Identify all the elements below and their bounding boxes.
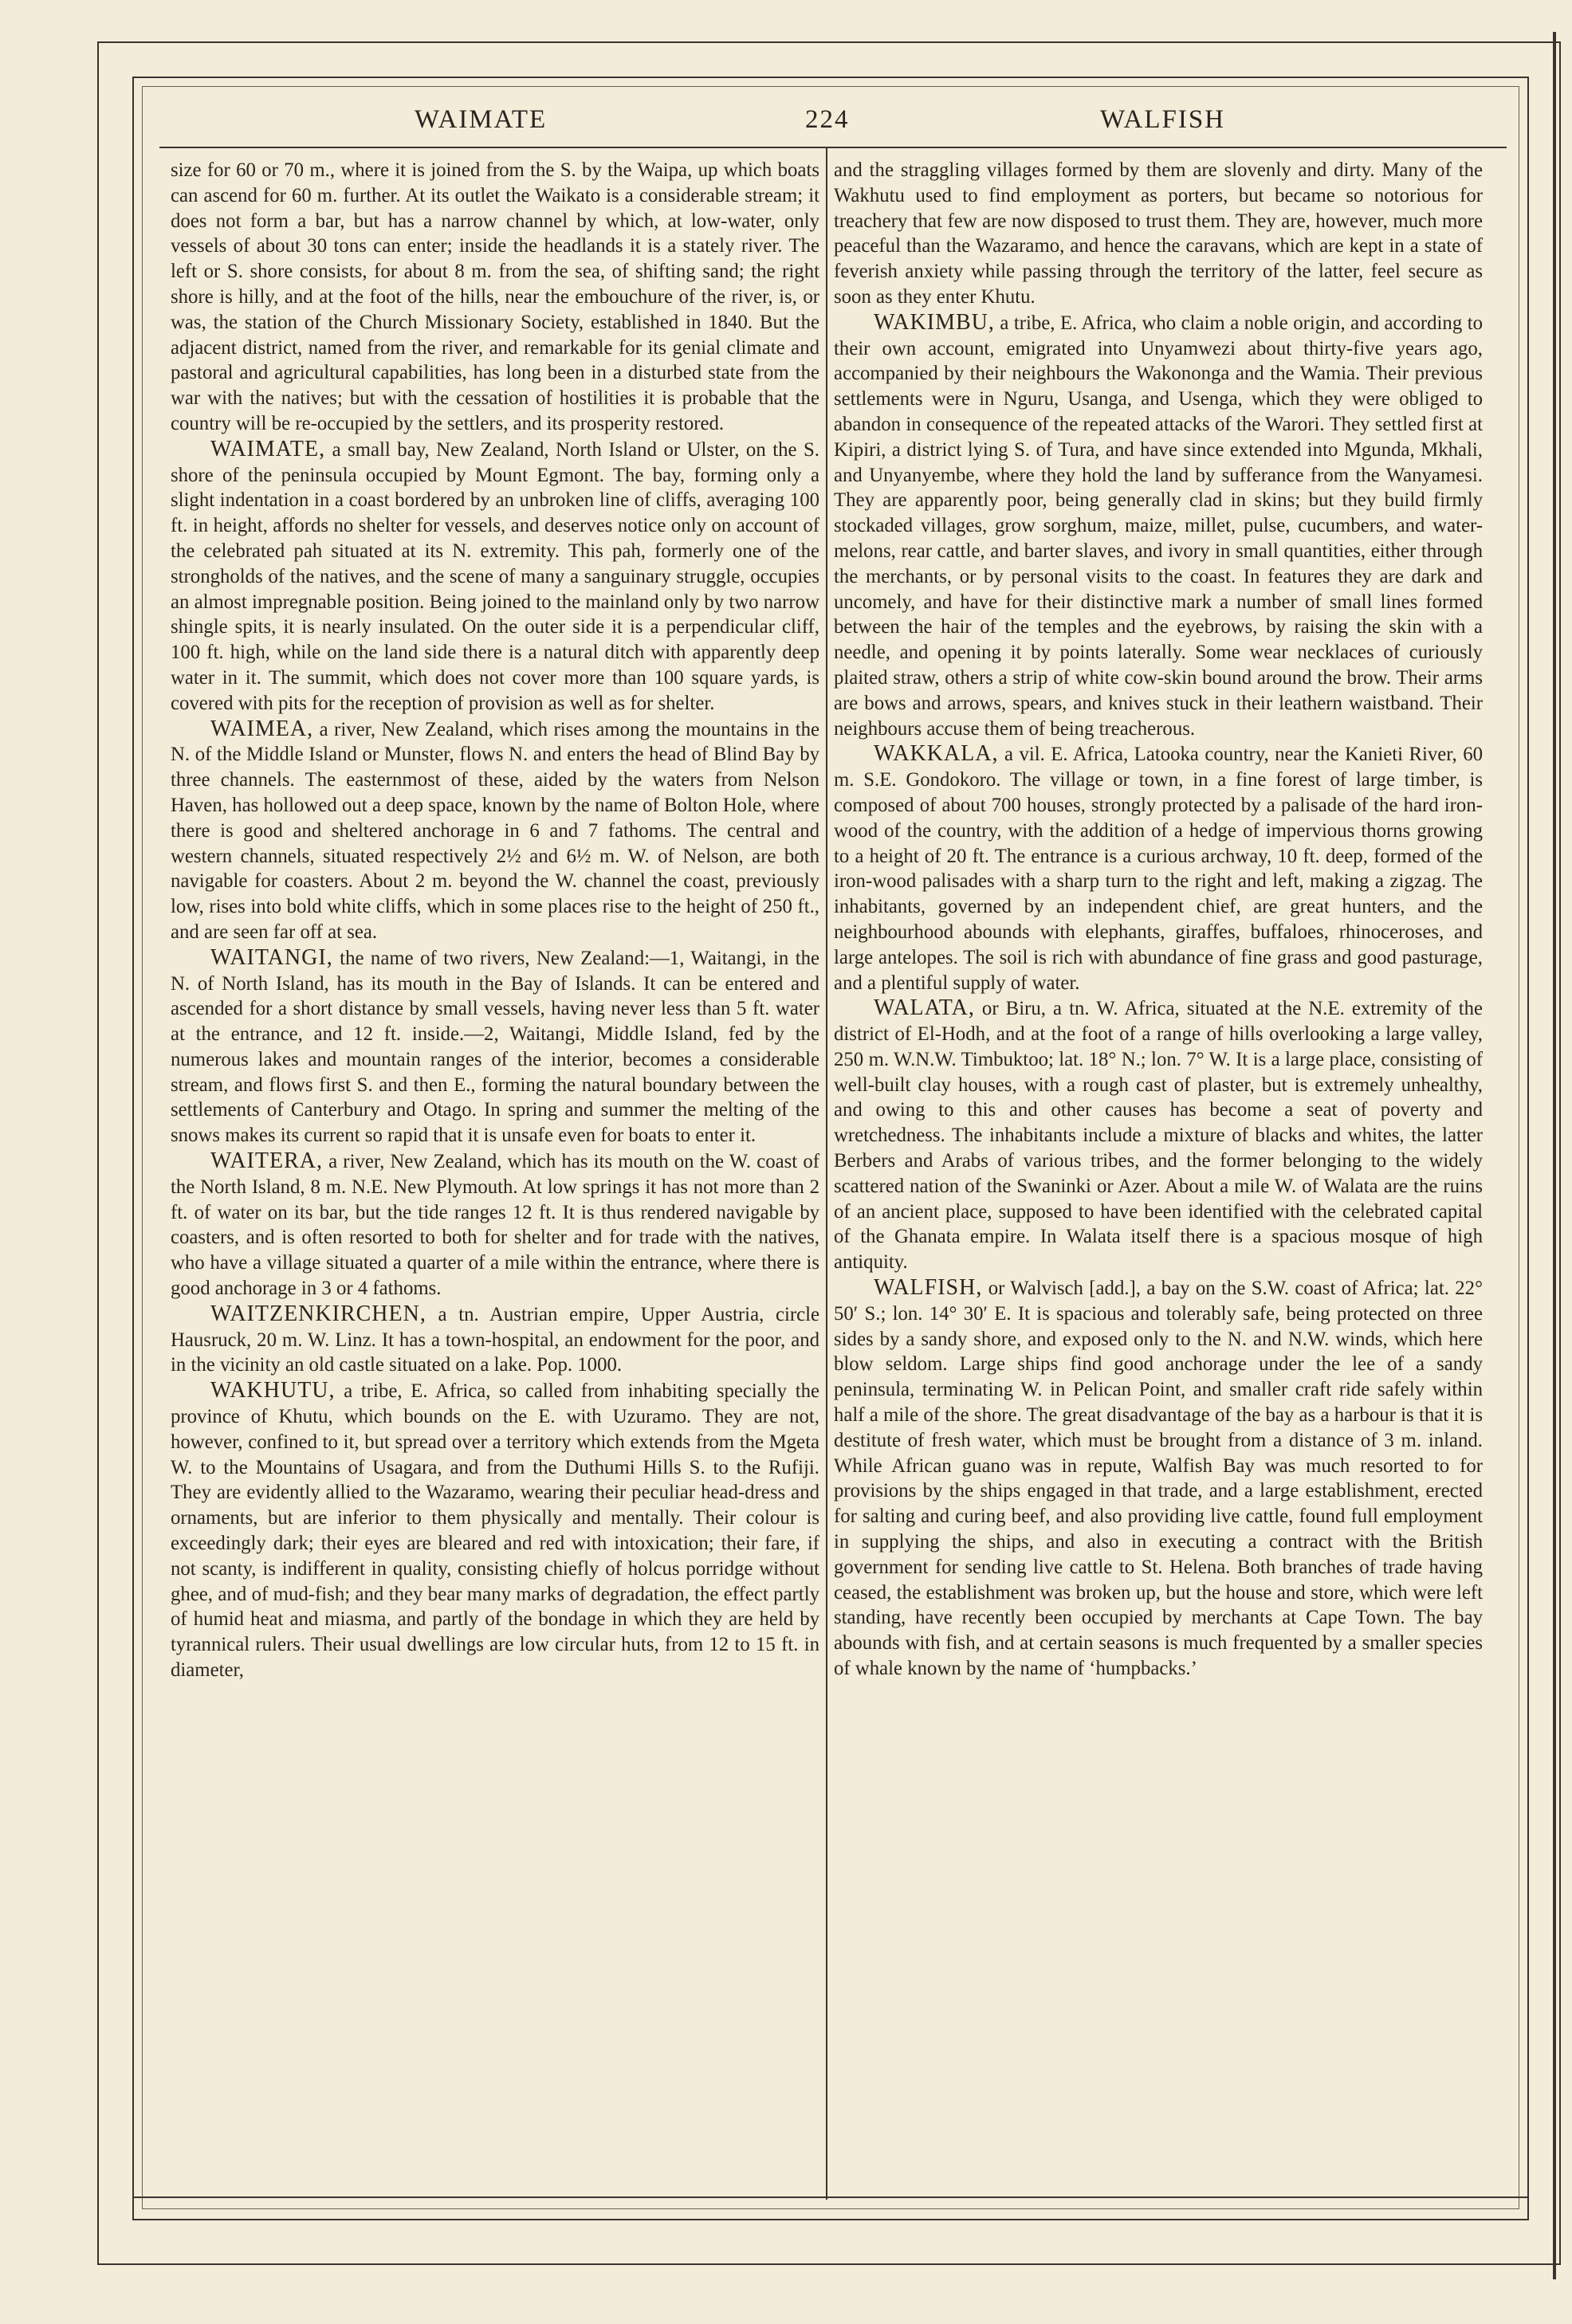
entry-text: a tn. Austrian empire, Upper Austria, circle Hausruck, 20 m. W. Linz. It has a town-hospital, an endowment for the poor, and in the vicinity an old castle situated on a lake. Pop. 1000. (171, 1303, 819, 1376)
entry-headword: WAKKALA, (874, 741, 999, 767)
entry-waitera (171, 1148, 819, 1301)
footer-rule (132, 2196, 1529, 2198)
entry-headword: WALATA, (874, 995, 975, 1021)
entry-headword: WALFISH, (874, 1275, 983, 1301)
entry-text: a tribe, E. Africa, so called from inhabiting specially the province of Khutu, which bounds on the E. with Uzuramo. They are not, however, confined to it, but spread over a territory which extends from the Mgeta W. to the Mountains of Usagara, and from the Duthumi Hills S. to the Rufiji. They are evidently allied to the Wazaramo, wearing their peculiar head-dress and ornaments, but are inferior to them physically and mentally. Their colour is exceedingly dark; their eyes are bleared and red with intoxication; their fare, if not scanty, is indifferent in quality, consisting chiefly of holcus porridge without ghee, and of mud-fish; and they bear many marks of degradation, the effect partly of humid heat and miasma, and partly of the bondage in which they are held by tyrannical rulers. Their usual dwellings are low circular huts, from 12 to 15 ft. in diameter, (171, 1380, 819, 1682)
entry-waitangi (171, 945, 819, 1148)
page-number: 224 (805, 105, 850, 134)
entry-headword: WAITANGI, (210, 944, 333, 970)
entry-wakimbu (834, 310, 1483, 742)
header-left-title: WAIMATE (415, 105, 548, 134)
left-entry-0 (171, 158, 819, 437)
left-column (171, 158, 819, 1683)
running-header (159, 105, 1507, 145)
entry-headword: WAIMATE, (210, 436, 326, 461)
entry-waimea (171, 716, 819, 945)
entry-wakhutu (171, 1378, 819, 1683)
entry-wakkala (834, 741, 1483, 995)
entry-text: or Biru, a tn. W. Africa, situated at the N.E. extremity of the district of El-Hodh, and at the foot of a range of hills overlooking a large valley, 250 m. W.N.W. Timbuktoo; lat. 18° N.; lon. 7° W. It is a large place, consisting of well-built clay houses, with a rough cast of plaster, but is extremely unhealthy, and owing to this and other causes has become a seat of poverty and wretchedness. The inhabitants include a mixture of blacks and whites, the latter Berbers and Arabs of various tribes, and the former belonging to the widely scattered nation of the Swaninki or Azer. About a mile W. of Walata are the ruins of an ancient place, supposed to have been identified with the celebrated capital of the Ghanata empire. In Walata itself there is a spacious mosque of high antiquity. (834, 998, 1483, 1274)
entry-walata (834, 995, 1483, 1275)
column-divider (826, 148, 827, 2200)
entry-text: and the straggling villages formed by them are slovenly and dirty. Many of the Wakhutu used to find employment as porters, but became so notorious for treachery that few are now disposed to trust them. They are, however, much more peaceful than the Wazaramo, and hence the caravans, which are kept in a state of feverish anxiety while passing through the territory of the latter, feel secure as soon as they enter Khutu. (834, 159, 1483, 308)
entry-walfish (834, 1275, 1483, 1682)
entry-text: a vil. E. Africa, Latooka country, near the Kanieti River, 60 m. S.E. Gondokoro. The village or town, in a fine forest of large timber, is composed of about 700 houses, strongly protected by a palisade of the hard iron-wood of the country, with the addition of a hedge of impervious thorns growing to a height of 20 ft. The entrance is a curious archway, 10 ft. deep, formed of the iron-wood palisades with a sharp turn to the right and left, making a zigzag. The inhabitants, governed by an independent chief, are great hunters, and the neighbourhood abounds with elephants, giraffes, buffaloes, rhinoceroses, and large antelopes. The soil is rich with abundance of fine grass and good pasturage, and a plentiful supply of water. (834, 744, 1483, 994)
entry-text: a tribe, E. Africa, who claim a noble origin, and according to their own account, emigrated into Unyamwezi about thirty-five years ago, accompanied by their neighbours the Wakononga and the Wamia. Their previous settlements were in Nguru, Usanga, and Usenga, which they were obliged to abandon in consequence of the repeated attacks of the Warori. They settled first at Kipiri, a district lying S. of Tura, and have since extended into Mgunda, Mkhali, and Unyanyembe, where they hold the land by sufferance from the Wanyamesi. They are apparently poor, being generally clad in skins; but they build firmly stockaded villages, grow sorghum, maize, millet, pulse, cucumbers, and water-melons, rear cattle, and barter slaves, and ivory in small quantities, either through the merchants, or by personal visits to the coast. In features they are dark and uncomely, and have for their distinctive mark a number of small lines formed between the hair of the temples and the eyebrows, by raising the skin with a needle, and opening it by points laterally. Some wear necklaces of curiously plaited straw, others a strip of white cow-skin bound around the brow. Their arms are bows and arrows, spears, and knives stuck in their leathern waistband. Their neighbours accuse them of being treacherous. (834, 312, 1483, 740)
header-right-title: WALFISH (1100, 105, 1226, 134)
entry-text: a river, New Zealand, which has its mouth on the W. coast of the North Island, 8 m. N.E. New Plymouth. At low springs it has not more than 2 ft. of water on its bar, but the tide ranges 12 ft. It is thus rendered navigable by coasters, and is often resorted to both for shelter and for trade with the natives, who have a village situated a quarter of a mile within the entrance, where there is good anchorage in 3 or 4 fathoms. (171, 1151, 819, 1300)
entry-headword: WAIMEA, (210, 716, 314, 741)
entry-headword: WAITERA, (210, 1148, 323, 1174)
entry-headword: WAKHUTU, (210, 1378, 336, 1403)
entry-text: size for 60 or 70 m., where it is joined from the S. by the Waipa, up which boats can ascend for 60 m. further. At its outlet the Waikato is a considerable stream; it does not form a bar, but has a narrow channel by which, at low-water, only vessels of about 30 tons can enter; inside the headlands it is a stately river. The left or S. shore consists, for about 8 m. from the sea, of shifting sand; the right shore is hilly, and at the foot of the hills, near the embouchure of the river, is, or was, the station of the Church Missionary Society, established in 1840. But the adjacent district, named from the river, and remarkable for its genial climate and pastoral and agricultural capabilities, has long been in a disturbed state from the war with the natives; but with the cessation of hostilities it is probable that the country will be re-occupied by the settlers, and its prosperity restored. (171, 159, 819, 434)
entry-text: a river, New Zealand, which rises among the mountains in the N. of the Middle Island or Munster, flows N. and enters the head of Blind Bay by three channels. The easternmost of these, aided by the waters from Nelson Haven, has hollowed out a deep space, known by the name of Bolton Hole, where there is good and sheltered anchorage in 6 and 7 fathoms. The central and western channels, situated respectively 2½ and 6½ m. W. of Nelson, are both navigable for coasters. About 2 m. beyond the W. channel the coast, previously low, rises into bold white cliffs, which in some places rise to the height of 250 ft., and are seen far off at sea. (171, 718, 819, 943)
right-column (834, 158, 1483, 1682)
entry-waimate (171, 437, 819, 716)
header-rule (159, 147, 1507, 148)
entry-headword: WAKIMBU, (874, 309, 995, 335)
entry-text: or Walvisch [add.], a bay on the S.W. coast of Africa; lat. 22° 50′ S.; lon. 14° 30′ E. It is spacious and tolerably safe, being protected on three sides by a sandy shore, and exposed only to the N. and N.W. winds, which here blow seldom. Large ships find good anchorage under the lee of a sandy peninsula, terminating W. in Pelican Point, and smaller craft ride safely within half a mile of the shore. The great disadvantage of the bay as a harbour is that it is destitute of fresh water, which must be brought from a distance of 3 m. inland. While African guano was in repute, Walfish Bay was much resorted to for provisions by the ships engaged in that trade, and a large establishment, erected for salting and curing beef, and also providing live cattle, found full employment in supplying the ships, and also in executing a contract with the British government for sending live cattle to St. Helena. Both branches of trade having ceased, the establishment was broken up, but the house and store, which were left standing, have recently been occupied by merchants at Cape Town. The bay abounds with fish, and at certain seasons is much frequented by a smaller species of whale known by the name of ‘humpbacks.’ (834, 1278, 1483, 1680)
entry-headword: WAITZENKIRCHEN, (210, 1301, 426, 1326)
entry-waitzenkirchen (171, 1301, 819, 1378)
entry-text: a small bay, New Zealand, North Island or Ulster, on the S. shore of the peninsula occupied by Mount Egmont. The bay, forming only a slight indentation in a coast bordered by an unbroken line of cliffs, averaging 100 ft. in height, affords no shelter for vessels, and deserves notice only on account of the celebrated pah situated at its N. extremity. This pah, formerly one of the strongholds of the natives, and the scene of many a sanguinary struggle, occupies an almost impregnable position. Being joined to the mainland only by two narrow shingle spits, it is nearly insulated. On the outer side it is a perpendicular cliff, 100 ft. high, while on the land side there is a natural ditch with apparently deep water in it. The summit, which does not cover more than 100 square yards, is covered with pits for the reception of provision as well as for shelter. (171, 438, 819, 714)
right-margin-bar (1553, 32, 1556, 2279)
right-entry-0 (834, 158, 1483, 310)
entry-text: the name of two rivers, New Zealand:—1, Waitangi, in the N. of North Island, has its mouth in the Bay of Islands. It can be entered and ascended for a short distance by small vessels, having never less than 5 ft. water at the entrance, and 12 ft. inside.—2, Waitangi, Middle Island, fed by the numerous lakes and mountain ranges of the interior, becomes a considerable stream, and flows first S. and then E., forming the natural boundary between the settlements of Canterbury and Otago. In spring and summer the melting of the snows makes its current so rapid that it is unsafe even for boats to enter it. (171, 947, 819, 1147)
